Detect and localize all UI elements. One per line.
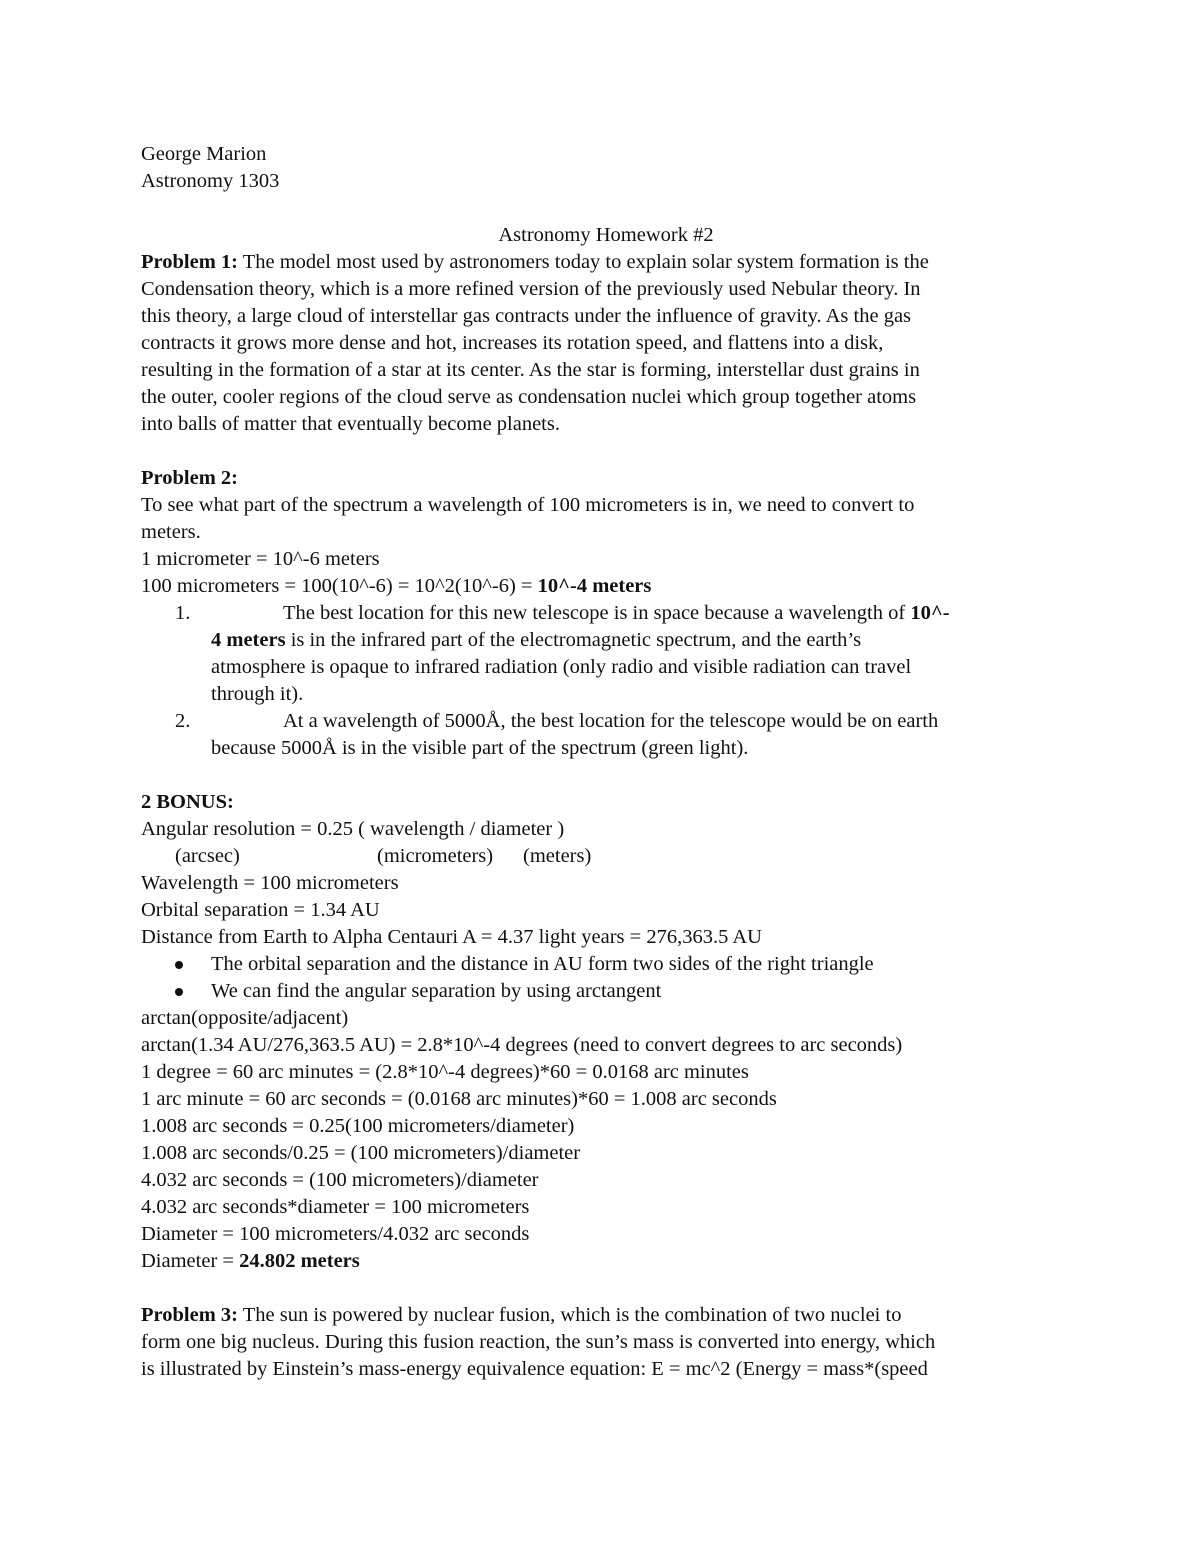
- unit-label: (meters): [523, 845, 592, 867]
- bullet-list: [141, 951, 1071, 1005]
- list-number: 2.: [175, 710, 191, 732]
- problem-3-text: is illustrated by Einstein’s mass-energy equivalence equation: E = mc^2 (Energy = mass*(speed: [141, 1358, 928, 1380]
- bullet-icon: [175, 988, 183, 996]
- document-title: Astronomy Homework #2: [498, 224, 714, 246]
- given-value: Orbital separation = 1.34 AU: [141, 899, 380, 921]
- final-answer-label: Diameter =: [141, 1250, 240, 1272]
- problem-1-text: this theory, a large cloud of interstellar gas contracts under the influence of gravity. As the gas: [141, 305, 912, 327]
- final-answer: 24.802 meters: [239, 1250, 360, 1272]
- problem-3: [141, 1302, 1071, 1383]
- unit-label: (arcsec): [175, 845, 240, 867]
- calculation-step: 4.032 arc seconds*diameter = 100 micrometers: [141, 1196, 530, 1218]
- given-value: Distance from Earth to Alpha Centauri A = 4.37 light years = 276,363.5 AU: [141, 926, 762, 948]
- problem-1-label: Problem 1:: [141, 251, 238, 273]
- problem-1-text: The model most used by astronomers today to explain solar system formation is the: [237, 251, 929, 273]
- problem-2-intro: To see what part of the spectrum a wavelength of 100 micrometers is in, we need to convert to: [141, 494, 915, 516]
- calculation-step: 4.032 arc seconds = (100 micrometers)/diameter: [141, 1169, 539, 1191]
- course-name: Astronomy 1303: [141, 170, 280, 192]
- unit-label: (micrometers): [377, 845, 494, 867]
- calculation-step: 1.008 arc seconds = 0.25(100 micrometers/diameter): [141, 1115, 575, 1137]
- conversion-line: 100 micrometers = 100(10^-6) = 10^2(10^-6) =: [141, 575, 538, 597]
- problem-1-text: contracts it grows more dense and hot, increases its rotation speed, and flattens into a disk,: [141, 332, 884, 354]
- calculation-step: 1 degree = 60 arc minutes = (2.8*10^-4 degrees)*60 = 0.0168 arc minutes: [141, 1061, 749, 1083]
- conversion-line: 1 micrometer = 10^-6 meters: [141, 548, 380, 570]
- calculation-step: Diameter = 100 micrometers/4.032 arc seconds: [141, 1223, 530, 1245]
- list-item: 1. The best location for this new telescope is in space because a wavelength of 10^- 4 meters is in the infrared part of the electromagnetic spectrum, and the earth’s atmosphere is opaque to infrared radiation (only radio and visible radiation can travel through it).: [175, 602, 950, 705]
- list-number: 1.: [175, 602, 191, 624]
- problem-1-text: resulting in the formation of a star at its center. As the star is forming, interstellar dust grains in: [141, 359, 920, 381]
- formula-units: [141, 843, 1071, 870]
- problem-1-text: the outer, cooler regions of the cloud serve as condensation nuclei which group together atoms: [141, 386, 917, 408]
- problem-2: [141, 465, 1071, 762]
- calculation-step: 1 arc minute = 60 arc seconds = (0.0168 arc minutes)*60 = 1.008 arc seconds: [141, 1088, 777, 1110]
- problem-3-text: The sun is powered by nuclear fusion, which is the combination of two nuclei to: [237, 1304, 902, 1326]
- list-item: 2. At a wavelength of 5000Å, the best location for the telescope would be on earth because 5000Å is in the visible part of the spectrum (green light).: [175, 710, 939, 759]
- problem-2-label: Problem 2:: [141, 467, 238, 489]
- document-page: [141, 141, 1071, 1383]
- problem-1: [141, 249, 1071, 438]
- conversion-result: 10^-4 meters: [537, 575, 652, 597]
- given-value: Wavelength = 100 micrometers: [141, 872, 399, 894]
- calculation-step: arctan(1.34 AU/276,363.5 AU) = 2.8*10^-4 degrees (need to convert degrees to arc seconds): [141, 1034, 903, 1056]
- formula-line: Angular resolution = 0.25 ( wavelength / diameter ): [141, 818, 565, 840]
- calculation-step: 1.008 arc seconds/0.25 = (100 micrometers)/diameter: [141, 1142, 581, 1164]
- author-name: George Marion: [141, 143, 267, 165]
- calculation-step: arctan(opposite/adjacent): [141, 1007, 349, 1029]
- problem-1-text: Condensation theory, which is a more refined version of the previously used Nebular theory. In: [141, 278, 921, 300]
- bonus-section: [141, 789, 1071, 1275]
- problem-3-label: Problem 3:: [141, 1304, 238, 1326]
- problem-2-intro: meters.: [141, 521, 201, 543]
- problem-1-text: into balls of matter that eventually become planets.: [141, 413, 560, 435]
- numbered-list: [141, 600, 1071, 762]
- list-item: We can find the angular separation by using arctangent: [141, 978, 1071, 1005]
- bullet-icon: [175, 961, 183, 969]
- bonus-label: 2 BONUS:: [141, 791, 234, 813]
- list-item: The orbital separation and the distance in AU form two sides of the right triangle: [141, 951, 1071, 978]
- problem-3-text: form one big nucleus. During this fusion reaction, the sun’s mass is converted into energy, which: [141, 1331, 936, 1353]
